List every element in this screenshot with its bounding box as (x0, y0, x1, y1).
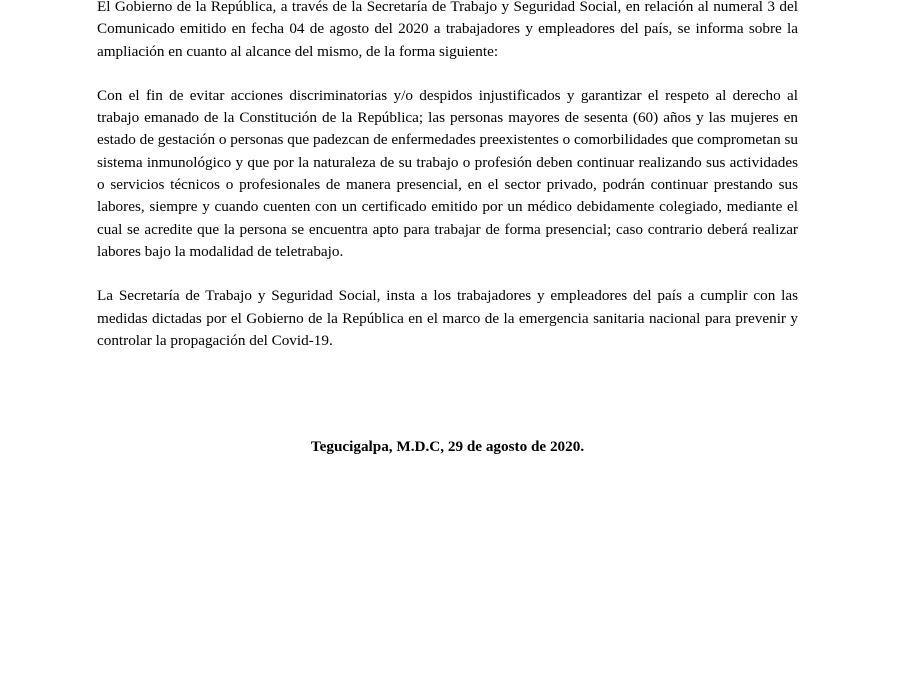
paragraph-closing: La Secretaría de Trabajo y Seguridad Social, insta a los trabajadores y empleadores del país a cumplir con las medidas dictadas por el Gobierno de la República en el marco de la emergencia sanitaria nacional para prevenir y controlar la propagación del Covid-19. (97, 287, 798, 349)
document-body (97, 0, 798, 352)
paragraph-intro: El Gobierno de la República, a través de la Secretaría de Trabajo y Seguridad Social, en relación al numeral 3 del Comunicado emitido en fecha 04 de agosto del 2020 a trabajadores y empleadores del país, se informa sobre la ampliación en cuanto al alcance del mismo, de la forma siguiente: (97, 0, 798, 60)
place-date-signature: Tegucigalpa, M.D.C, 29 de agosto de 2020. (310, 438, 585, 455)
paragraph-provisions: Con el fin de evitar acciones discriminatorias y/o despidos injustificados y garantizar el respeto al derecho al trabajo emanado de la Constitución de la República; las personas mayores de sesenta (60) años y las mujeres en estado de gestación o personas que padezcan de enfermedades preexistentes o comorbilidades que comprometan su sistema inmunológico y que por la naturaleza de su trabajo o profesión deben continuar realizando sus actividades o servicios técnicos o profesionales de manera presencial, en el sector privado, podrán continuar prestando sus labores, siempre y cuando cuenten con un certificado emitido por un médico debidamente colegiado, mediante el cual se acredite que la persona se encuentra apto para trabajar de forma presencial; caso contrario deberá realizar labores bajo la modalidad de teletrabajo. (97, 86, 798, 260)
